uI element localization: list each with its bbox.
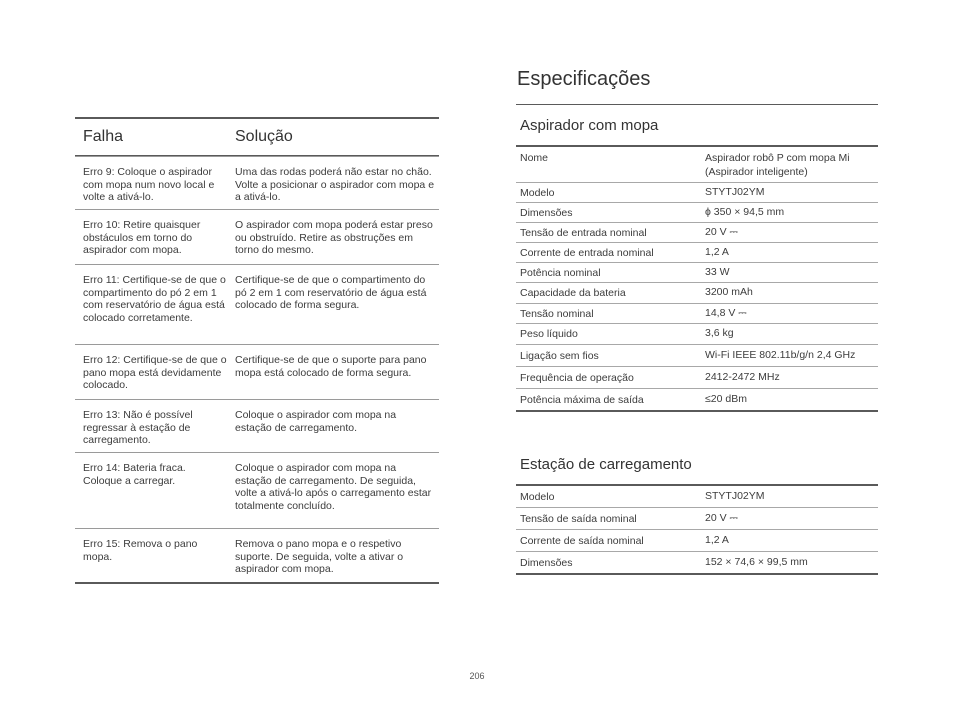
fault-column-header: Falha — [83, 128, 124, 145]
table-row — [516, 282, 878, 303]
solution-cell: Certifique-se de que o compartimento do pó 2 em 1 com reservatório de água está colocado de forma segura. — [235, 274, 427, 312]
table-row — [516, 366, 878, 388]
spec-key: Modelo — [520, 186, 555, 199]
specifications-title: Especificações — [516, 64, 878, 105]
spec-value: 1,2 A — [705, 533, 729, 546]
spec-key: Potência nominal — [520, 266, 601, 279]
table-row — [516, 323, 878, 344]
solution-cell: Remova o pano mopa e o respetivo suporte. De seguida, volte a ativar o aspirador com mopa. — [235, 538, 404, 576]
table-row — [516, 202, 878, 222]
fault-cell: Erro 15: Remova o pano mopa. — [83, 538, 198, 563]
table-row — [75, 528, 439, 582]
table-row — [516, 344, 878, 366]
station-subtitle: Estação de carregamento — [520, 456, 692, 473]
spec-value: 33 W — [705, 265, 730, 278]
table-header — [75, 119, 439, 156]
vacuum-subtitle: Aspirador com mopa — [520, 117, 659, 134]
spec-key: Dimensões — [520, 206, 573, 219]
spec-key: Potência máxima de saída — [520, 393, 644, 406]
spec-value: 3,6 kg — [705, 327, 734, 340]
spec-key: Tensão de entrada nominal — [520, 226, 647, 239]
spec-key: Ligação sem fios — [520, 349, 599, 362]
solution-column-header: Solução — [235, 128, 293, 145]
solution-cell: Coloque o aspirador com mopa na estação de carregamento. De seguida, volte a ativá-lo após o carregamento estar totalmente concluído. — [235, 462, 432, 513]
table-row — [75, 209, 439, 264]
table-row — [516, 507, 878, 529]
troubleshooting-table — [75, 117, 439, 584]
page-number: 206 — [469, 671, 485, 681]
spec-key: Frequência de operação — [520, 371, 634, 384]
table-row — [516, 242, 878, 262]
solution-cell: Coloque o aspirador com mopa na estação de carregamento. — [235, 409, 397, 434]
fault-cell: Erro 11: Certifique-se de que o compartimento do pó 2 em 1 com reservatório de água está colocado corretamente. — [83, 274, 226, 325]
spec-value: 1,2 A — [705, 245, 729, 258]
spec-value: 2412-2472 MHz — [705, 370, 780, 383]
table-row — [516, 303, 878, 323]
solution-cell: Uma das rodas poderá não estar no chão. Volte a posicionar o aspirador com mopa e a ativá-lo. — [235, 166, 435, 204]
table-row — [75, 452, 439, 528]
spec-value: 20 V ⎓ — [705, 511, 738, 524]
spec-value: STYTJ02YM — [705, 185, 765, 198]
fault-cell: Erro 14: Bateria fraca. Coloque a carregar. — [83, 462, 186, 487]
table-row — [516, 388, 878, 410]
spec-value: 3200 mAh — [705, 286, 753, 299]
fault-cell: Erro 10: Retire quaisquer obstáculos em torno do aspirador com mopa. — [83, 219, 201, 257]
fault-cell: Erro 13: Não é possível regressar à estação de carregamento. — [83, 409, 193, 447]
spec-key: Corrente de entrada nominal — [520, 246, 654, 259]
spec-value: 20 V ⎓ — [705, 225, 738, 238]
spec-key: Modelo — [520, 490, 555, 503]
spec-key: Corrente de saída nominal — [520, 534, 644, 547]
spec-key: Nome — [520, 152, 549, 164]
spec-value: 152 × 74,6 × 99,5 mm — [705, 555, 808, 568]
spec-value: Aspirador robô P com mopa Mi (Aspirador inteligente) — [705, 152, 850, 178]
spec-key: Dimensões — [520, 556, 573, 569]
spec-key: Capacidade da bateria — [520, 287, 626, 299]
spec-value: ϕ 350 × 94,5 mm — [705, 205, 785, 218]
table-row — [516, 529, 878, 551]
table-row — [75, 399, 439, 452]
solution-cell: Certifique-se de que o suporte para pano mopa está colocado de forma segura. — [235, 354, 427, 379]
spec-key: Tensão de saída nominal — [520, 512, 637, 525]
fault-cell: Erro 9: Coloque o aspirador com mopa num novo local e volte a ativá-lo. — [83, 166, 215, 204]
table-row — [516, 147, 878, 182]
spec-value: 14,8 V ⎓ — [705, 306, 747, 319]
spec-value: ≤20 dBm — [705, 392, 747, 405]
table-row — [516, 486, 878, 507]
spec-value: Wi-Fi IEEE 802.11b/g/n 2,4 GHz — [705, 348, 856, 361]
specifications-section — [516, 64, 878, 575]
spec-key: Tensão nominal — [520, 307, 594, 320]
station-spec-table — [516, 484, 878, 575]
vacuum-spec-table — [516, 145, 878, 412]
table-row — [516, 182, 878, 202]
solution-cell: O aspirador com mopa poderá estar preso ou obstruído. Retire as obstruções em torno do mesmo. — [235, 219, 433, 257]
table-row — [75, 264, 439, 344]
table-row — [75, 344, 439, 399]
troubleshooting-section — [75, 117, 439, 584]
table-row — [516, 222, 878, 242]
table-row — [516, 551, 878, 573]
spec-value: STYTJ02YM — [705, 489, 765, 502]
table-row — [516, 262, 878, 282]
table-row — [75, 156, 439, 209]
fault-cell: Erro 12: Certifique-se de que o pano mopa está devidamente colocado. — [83, 354, 227, 392]
spec-key: Peso líquido — [520, 328, 578, 340]
